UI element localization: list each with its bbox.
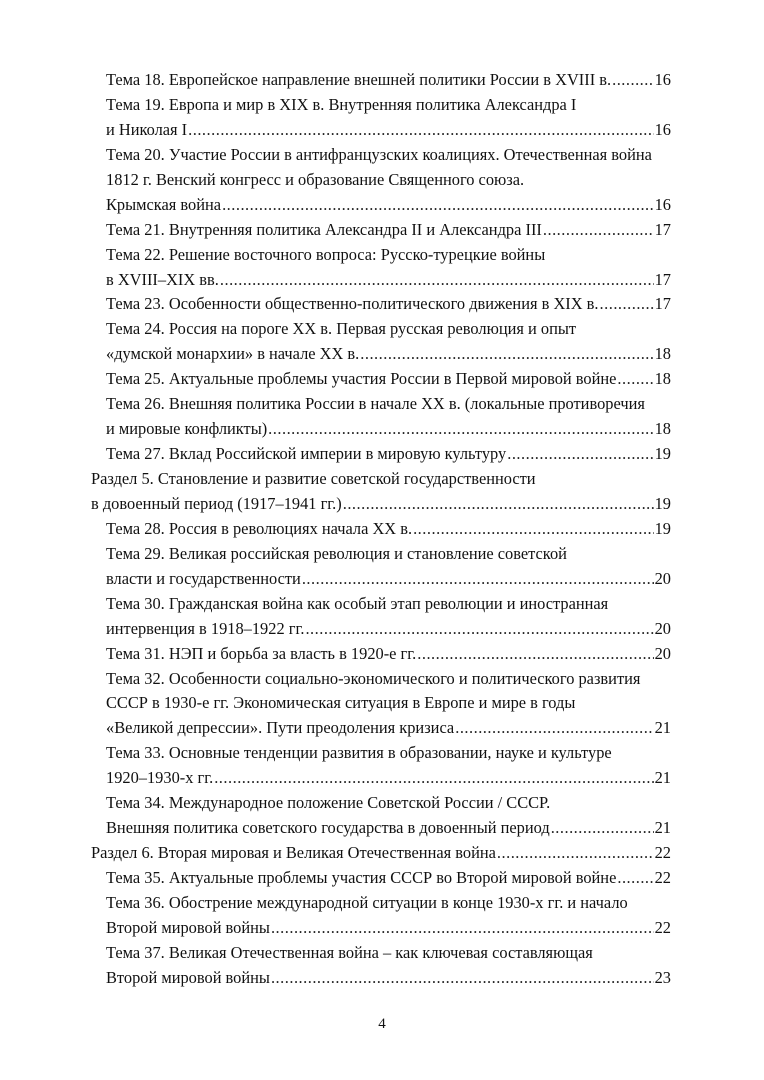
toc-topic-line (0, 816, 764, 841)
toc-entry-text: Тема 24. Россия на пороге XX в. Первая русская революция и опыт (106, 319, 577, 339)
toc-entry-text: Тема 29. Великая российская революция и становление советской (106, 543, 567, 563)
toc-topic-line (0, 143, 764, 168)
toc-entry-text: Тема 20. Участие России в антифранцузских коалициях. Отечественная война (106, 144, 652, 164)
toc-topic-line (0, 317, 764, 342)
toc-topic-line (0, 93, 764, 118)
toc-page-number: 16 (654, 194, 671, 214)
toc-entry-text: Тема 27. Вклад Российской империи в мировую культуру (106, 444, 507, 464)
toc-entry-text: Тема 22. Решение восточного вопроса: Русско-турецкие войны (106, 244, 546, 264)
toc-page-number: 20 (654, 568, 671, 588)
toc-page-number: 20 (654, 618, 671, 638)
toc-entry-text: Тема 32. Особенности социально-экономического и политического развития (106, 668, 641, 688)
dot-leader (543, 218, 654, 243)
dot-leader (214, 766, 653, 791)
toc-page-number: 21 (654, 768, 671, 788)
dot-leader (302, 567, 654, 592)
dot-leader (343, 492, 654, 517)
toc-entry-text: Раздел 6. Вторая мировая и Великая Отечественная война (91, 843, 496, 863)
toc-topic-line (0, 567, 764, 592)
toc-page-number: 22 (654, 868, 671, 887)
toc-topic-line (0, 292, 764, 317)
toc-topic-line (0, 642, 764, 667)
toc-page-number: 17 (654, 294, 671, 314)
dot-leader (188, 118, 653, 143)
toc-section-line (0, 467, 764, 492)
toc-entry-text: власти и государственности (106, 568, 301, 588)
toc-topic-line (0, 442, 764, 467)
toc-page-number: 21 (654, 818, 671, 838)
toc-page-number: 18 (654, 419, 671, 439)
toc-topic-line (0, 392, 764, 417)
toc-entry-text: Тема 37. Великая Отечественная война – как ключевая составляющая (106, 942, 593, 962)
toc-topic-line (0, 193, 764, 218)
toc-entry-text: Второй мировой войны (106, 917, 270, 937)
toc-entry-text: Тема 25. Актуальные проблемы участия России в Первой мировой войне (106, 369, 617, 389)
toc-entry-text: 1812 г. Венский конгресс и образование Священного союза. (106, 169, 525, 189)
toc-topic-line (0, 542, 764, 567)
toc-entry-text: 1920–1930-х гг. (106, 768, 214, 788)
page-number: 4 (378, 1016, 386, 1032)
toc-entry-text: интервенция в 1918–1922 гг. (106, 618, 305, 638)
table-of-contents (0, 68, 764, 991)
dot-leader (507, 442, 653, 467)
toc-entry-text: Тема 19. Европа и мир в XIX в. Внутренняя политика Александра I (106, 94, 577, 114)
toc-topic-line (0, 243, 764, 268)
dot-leader (360, 342, 653, 367)
dot-leader (268, 417, 653, 442)
toc-topic-line (0, 966, 764, 991)
toc-topic-line (0, 916, 764, 941)
toc-topic-line (0, 866, 764, 891)
toc-topic-line (0, 342, 764, 367)
dot-leader (222, 193, 654, 218)
toc-entry-text: Внешняя политика советского государства в довоенный период (106, 818, 550, 838)
toc-page-number: 17 (654, 219, 671, 239)
dot-leader (617, 866, 653, 891)
dot-leader (271, 966, 654, 991)
toc-topic-line (0, 517, 764, 542)
toc-entry-text: Тема 35. Актуальные проблемы участия СССР во Второй мировой войне (106, 868, 617, 887)
toc-entry-text: Тема 30. Гражданская война как особый этап революции и иностранная (106, 593, 609, 613)
toc-entry-text: и Николая I (106, 119, 188, 139)
dot-leader (305, 617, 653, 642)
toc-topic-line (0, 268, 764, 293)
toc-entry-text: Второй мировой войны (106, 967, 270, 987)
dot-leader (600, 292, 654, 317)
toc-topic-line (0, 941, 764, 966)
toc-page-number: 23 (654, 967, 671, 987)
toc-entry-text: Тема 18. Европейское направление внешней политики России в XVIII в. (106, 70, 612, 89)
toc-topic-line (0, 891, 764, 916)
toc-entry-text: в XVIII–XIX вв. (106, 269, 219, 289)
toc-page-number: 19 (654, 444, 671, 464)
toc-entry-text: «думской монархии» в начале XX в. (106, 344, 360, 364)
dot-leader (220, 268, 654, 293)
toc-entry-text: Тема 34. Международное положение Советской России / СССР. (106, 793, 551, 813)
toc-topic-line (0, 617, 764, 642)
toc-topic-line (0, 667, 764, 692)
toc-topic-line (0, 766, 764, 791)
toc-entry-text: Тема 36. Обострение международной ситуации в конце 1930-х гг. и начало (106, 892, 628, 912)
dot-leader (271, 916, 654, 941)
toc-page-number: 22 (654, 843, 671, 863)
toc-topic-line (0, 68, 764, 93)
toc-entry-text: Крымская война (106, 194, 222, 214)
toc-page-number: 19 (654, 493, 671, 513)
toc-topic-line (0, 791, 764, 816)
toc-topic-line (0, 716, 764, 741)
dot-leader (455, 716, 653, 741)
toc-entry-text: Тема 33. Основные тенденции развития в образовании, науке и культуре (106, 743, 612, 763)
toc-entry-text: «Великой депрессии». Пути преодоления кризиса (106, 718, 455, 738)
toc-topic-line (0, 691, 764, 716)
toc-entry-text: в довоенный период (1917–1941 гг.) (91, 493, 342, 513)
toc-page-number: 22 (654, 917, 671, 937)
toc-entry-text: Тема 23. Особенности общественно-политического движения в XIX в. (106, 294, 599, 314)
dot-leader (612, 68, 654, 93)
toc-entry-text: Тема 26. Внешняя политика России в начале XX в. (локальные противоречия (106, 394, 645, 414)
toc-section-line (0, 841, 764, 866)
toc-entry-text: Раздел 5. Становление и развитие советской государственности (91, 469, 536, 488)
dot-leader (617, 367, 653, 392)
toc-topic-line (0, 741, 764, 766)
toc-topic-line (0, 592, 764, 617)
toc-page-number: 21 (654, 718, 671, 738)
toc-topic-line (0, 367, 764, 392)
toc-page-number: 18 (654, 344, 671, 364)
toc-section-line (0, 492, 764, 517)
dot-leader (413, 517, 654, 542)
dot-leader (417, 642, 653, 667)
toc-topic-line (0, 218, 764, 243)
toc-entry-text: Тема 28. Россия в революциях начала XX в. (106, 518, 413, 538)
toc-page-number: 16 (654, 70, 671, 89)
toc-entry-text: СССР в 1930-е гг. Экономическая ситуация в Европе и мире в годы (106, 693, 576, 713)
toc-page-number: 18 (654, 369, 671, 389)
toc-entry-text: Тема 21. Внутренняя политика Александра II и Александра III (106, 219, 542, 239)
toc-topic-line (0, 168, 764, 193)
dot-leader (551, 816, 654, 841)
toc-page-number: 20 (654, 643, 671, 663)
toc-page-number: 19 (654, 518, 671, 538)
toc-entry-text: и мировые конфликты) (106, 419, 268, 439)
toc-topic-line (0, 118, 764, 143)
toc-page-number: 17 (654, 269, 671, 289)
toc-page-number: 16 (654, 119, 671, 139)
toc-topic-line (0, 417, 764, 442)
toc-entry-text: Тема 31. НЭП и борьба за власть в 1920-е гг. (106, 643, 417, 663)
dot-leader (497, 841, 654, 866)
